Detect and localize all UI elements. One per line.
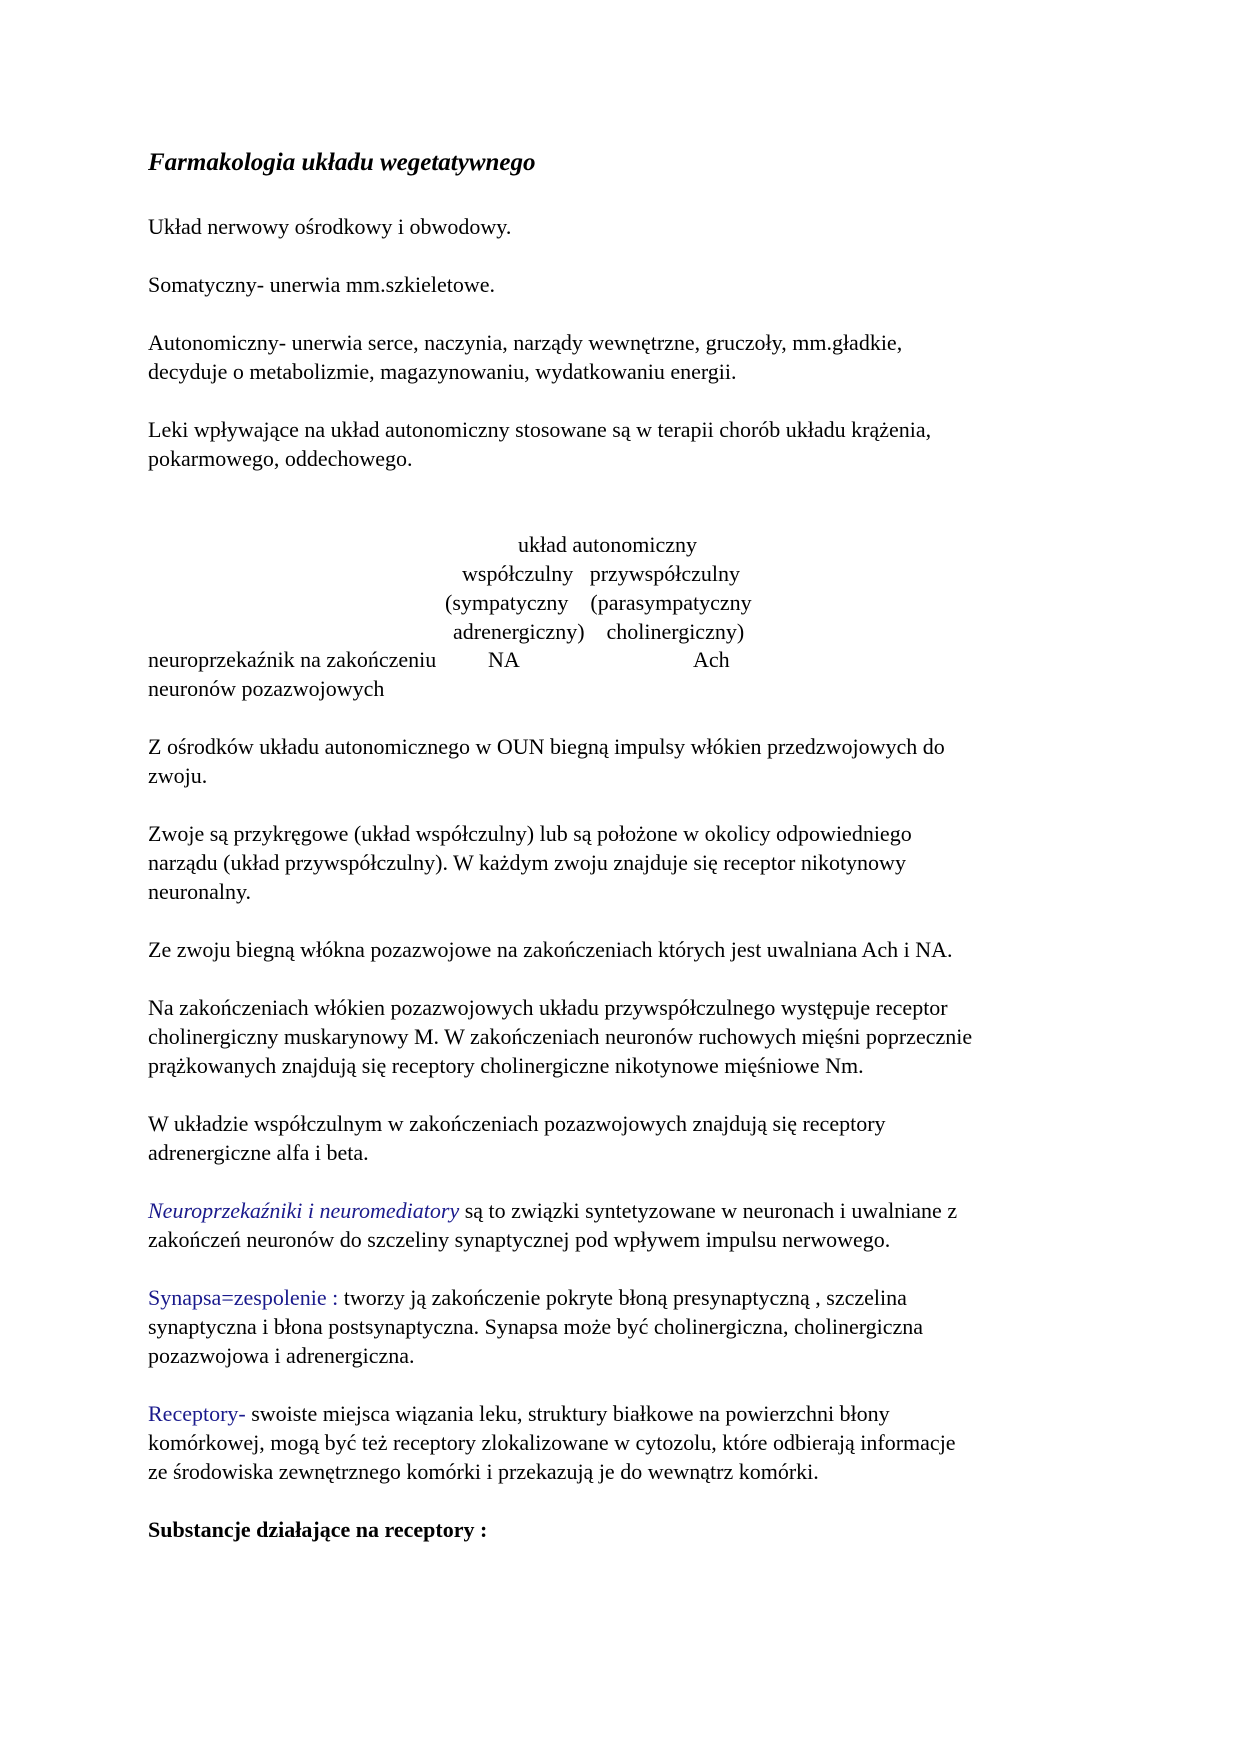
paragraph-11-line-3: pozazwojowa i adrenergiczna. [148,1343,415,1368]
paragraph-2: Somatyczny- unerwia mm.szkieletowe. [148,272,496,297]
paragraph-10-line-1 [148,1196,957,1225]
scheme-root: układ autonomiczny [518,532,698,557]
paragraph-5-line-1: Z ośrodków układu autonomicznego w OUN biegną impulsy włókien przedzwojowych do [148,734,945,759]
paragraph-9-line-1: W układzie współczulnym w zakończeniach pozazwojowych znajdują się receptory [148,1111,886,1136]
paragraph-3-line-1: Autonomiczny- unerwia serce, naczynia, narządy wewnętrzne, gruczoły, mm.gładkie, [148,330,903,355]
section-heading-substancje: Substancje działające na receptory : [148,1517,488,1542]
scheme-na: NA [488,647,520,672]
term-receptory: Receptory- [148,1401,246,1426]
paragraph-12-line-2: komórkowej, mogą być też receptory zlokalizowane w cytozolu, które odbierają informacje [148,1430,956,1455]
paragraph-7: Ze zwoju biegną włókna pozazwojowe na zakończeniach których jest uwalniana Ach i NA. [148,937,953,962]
paragraph-11-line-1 [148,1283,907,1312]
scheme-row-4: adrenergiczny) cholinergiczny) [453,619,745,644]
paragraph-6-line-1: Zwoje są przykręgowe (układ współczulny) lub są położone w okolicy odpowiedniego [148,821,912,846]
scheme-ach: Ach [693,647,730,672]
paragraph-4-line-1: Leki wpływające na układ autonomiczny stosowane są w terapii chorób układu krążenia, [148,417,932,442]
term-synapsa: Synapsa=zespolenie : [148,1285,339,1310]
paragraph-4-line-2: pokarmowego, oddechowego. [148,446,413,471]
paragraph-11-rest: tworzy ją zakończenie pokryte błoną presynaptyczną , szczelina [338,1285,907,1310]
scheme-branches: współczulny przywspółczulny [462,561,740,586]
scheme-row-5-label: neuroprzekaźnik na zakończeniu [148,647,437,672]
paragraph-5-line-2: zwoju. [148,763,208,788]
scheme-row-3: (sympatyczny (parasympatyczny [445,590,752,615]
paragraph-11-line-2: synaptyczna i błona postsynaptyczna. Synapsa może być cholinergiczna, cholinergiczna [148,1314,924,1339]
paragraph-12-line-1 [148,1399,890,1428]
paragraph-10-rest: są to związki syntetyzowane w neuronach i uwalniane z [459,1198,958,1223]
paragraph-10-line-2: zakończeń neuronów do szczeliny synaptycznej pod wpływem impulsu nerwowego. [148,1227,891,1252]
scheme-row-6: neuronów pozazwojowych [148,676,385,701]
paragraph-8-line-1: Na zakończeniach włókien pozazwojowych układu przywspółczulnego występuje receptor [148,995,948,1020]
paragraph-9-line-2: adrenergiczne alfa i beta. [148,1140,369,1165]
document-title: Farmakologia układu wegetatywnego [148,149,536,176]
paragraph-12-rest: swoiste miejsca wiązania leku, struktury białkowe na powierzchni błony [245,1401,890,1426]
paragraph-8-line-3: prążkowanych znajdują się receptory cholinergiczne nikotynowe mięśniowe Nm. [148,1053,864,1078]
term-neuroprzekazniki: Neuroprzekaźniki i neuromediatory [148,1198,460,1223]
paragraph-6-line-2: narządu (układ przywspółczulny). W każdym zwoju znajduje się receptor nikotynowy [148,850,906,875]
paragraph-12-line-3: ze środowiska zewnętrznego komórki i przekazują je do wewnątrz komórki. [148,1459,819,1484]
paragraph-6-line-3: neuronalny. [148,879,252,904]
paragraph-3-line-2: decyduje o metabolizmie, magazynowaniu, wydatkowaniu energii. [148,359,737,384]
paragraph-1: Układ nerwowy ośrodkowy i obwodowy. [148,214,512,239]
paragraph-8-line-2: cholinergiczny muskarynowy M. W zakończeniach neuronów ruchowych mięśni poprzecznie [148,1024,973,1049]
